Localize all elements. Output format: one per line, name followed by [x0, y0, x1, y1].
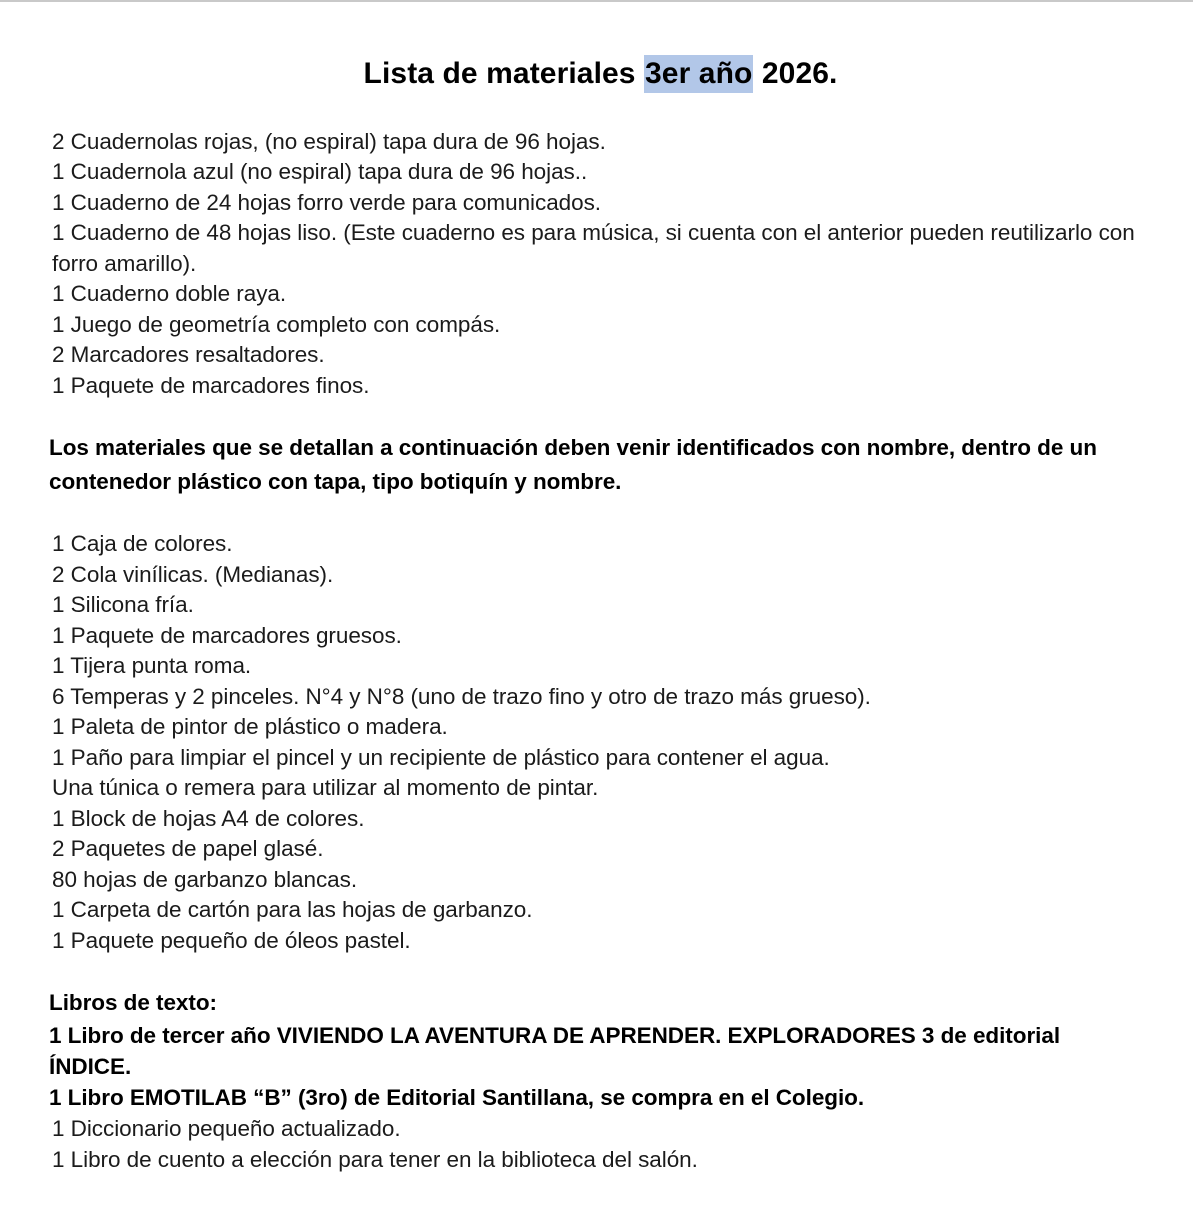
- spacer-before-books: [52, 956, 1149, 986]
- book-list-item: 1 Diccionario pequeño actualizado.: [52, 1116, 401, 1142]
- list-item: 1 Caja de colores.: [52, 531, 233, 557]
- spacer-after-notice: [52, 499, 1149, 529]
- list-item: 1 Paño para limpiar el pincel y un recipiente de plástico para contener el agua.: [52, 744, 830, 770]
- materials-list-primary: [52, 127, 1149, 402]
- list-item: 1 Juego de geometría completo con compás.: [52, 311, 501, 337]
- book-list-item: 1 Libro EMOTILAB “B” (3ro) de Editorial Santillana, se compra en el Colegio.: [49, 1085, 865, 1111]
- document-body: [0, 2, 1193, 1175]
- list-item: 2 Paquetes de papel glasé.: [52, 836, 324, 862]
- list-item: 1 Block de hojas A4 de colores.: [52, 805, 365, 831]
- list-item: 1 Silicona fría.: [52, 592, 194, 618]
- list-item: 6 Temperas y 2 pinceles. N°4 y N°8 (uno de trazo fino y otro de trazo más grueso).: [52, 683, 871, 709]
- list-item: 1 Paquete pequeño de óleos pastel.: [52, 927, 411, 953]
- list-item: 1 Paleta de pintor de plástico o madera.: [52, 714, 448, 740]
- list-item: 2 Cuadernolas rojas, (no espiral) tapa dura de 96 hojas.: [52, 128, 606, 154]
- list-item: 1 Cuaderno de 24 hojas forro verde para comunicados.: [52, 189, 601, 215]
- notice-paragraph: Los materiales que se detallan a continuación deben venir identificados con nombre, dentro de un contenedor plástico con tapa, tipo botiquín y nombre.: [49, 435, 1097, 495]
- title-highlight: 3er año: [644, 55, 753, 93]
- books-heading: Libros de texto:: [49, 990, 217, 1016]
- list-item: 1 Paquete de marcadores gruesos.: [52, 622, 402, 648]
- page-title: [52, 2, 1149, 93]
- spacer-before-notice: [52, 401, 1149, 431]
- list-item: 2 Marcadores resaltadores.: [52, 342, 325, 368]
- list-item: 2 Cola vinílicas. (Medianas).: [52, 561, 334, 587]
- title-suffix: 2026.: [753, 57, 838, 90]
- book-list-item: 1 Libro de tercer año VIVIENDO LA AVENTURA DE APRENDER. EXPLORADORES 3 de editorial ÍNDICE.: [49, 1023, 1061, 1080]
- spacer-after-title: [52, 93, 1149, 127]
- title-prefix: Lista de materiales: [363, 57, 645, 90]
- list-item: 1 Cuaderno de 48 hojas liso. (Este cuaderno es para música, si cuenta con el anterior pueden reutilizarlo con forro amarillo).: [52, 220, 1135, 276]
- materials-list-secondary: [52, 529, 1149, 956]
- books-list: [49, 1020, 1149, 1175]
- books-section: [49, 986, 1149, 1175]
- list-item: Una túnica o remera para utilizar al momento de pintar.: [52, 775, 599, 801]
- book-list-item: 1 Libro de cuento a elección para tener en la biblioteca del salón.: [52, 1147, 698, 1173]
- list-item: 1 Cuadernola azul (no espiral) tapa dura de 96 hojas..: [52, 159, 588, 185]
- list-item: 1 Paquete de marcadores finos.: [52, 372, 370, 398]
- list-item: 1 Carpeta de cartón para las hojas de garbanzo.: [52, 897, 533, 923]
- list-item: 80 hojas de garbanzo blancas.: [52, 866, 358, 892]
- list-item: 1 Tijera punta roma.: [52, 653, 252, 679]
- list-item: 1 Cuaderno doble raya.: [52, 281, 287, 307]
